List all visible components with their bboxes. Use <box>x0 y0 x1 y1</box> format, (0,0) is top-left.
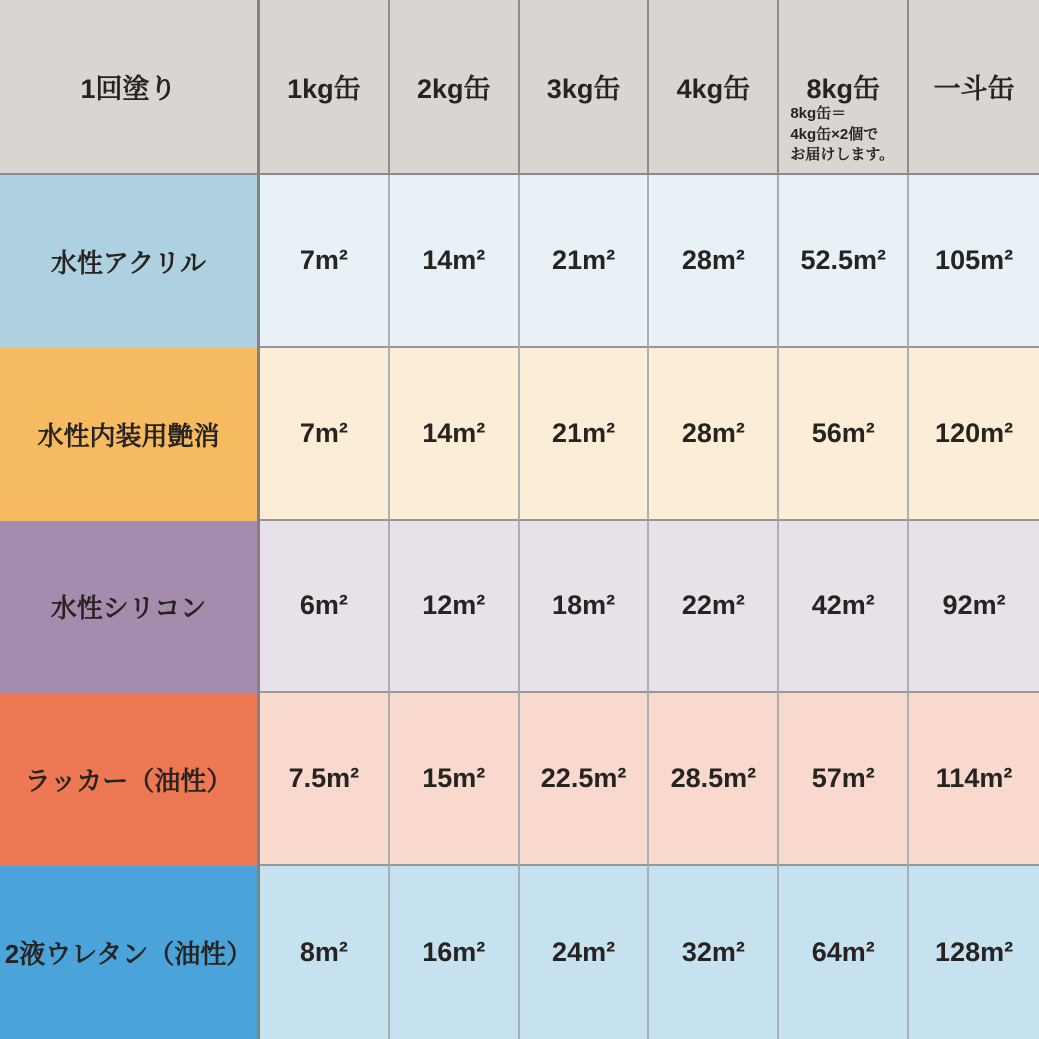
value-cell: 15m² <box>390 693 520 866</box>
row-label-urethane-oil: 2液ウレタン（油性） <box>0 866 260 1039</box>
value-cell: 21m² <box>520 175 650 348</box>
header-coat-count-label: 1回塗り <box>80 74 177 104</box>
value-cell: 52.5m² <box>779 175 909 348</box>
value-cell: 14m² <box>390 348 520 521</box>
header-8kg-can: 8kg缶 8kg缶＝ 4kg缶×2個で お届けします。 <box>779 0 909 175</box>
header-coat-count <box>0 0 260 175</box>
value-cell: 8m² <box>260 866 390 1039</box>
value-cell: 42m² <box>779 521 909 694</box>
header-2kg-can: 2kg缶 <box>390 0 520 175</box>
value-cell: 105m² <box>909 175 1039 348</box>
value-cell: 12m² <box>390 521 520 694</box>
row-label-suisei-silicone: 水性シリコン <box>0 521 260 694</box>
value-cell: 92m² <box>909 521 1039 694</box>
value-cell: 22m² <box>649 521 779 694</box>
row-label-suisei-naisou-tsuyakeshi: 水性内装用艶消 <box>0 348 260 521</box>
value-cell: 114m² <box>909 693 1039 866</box>
value-cell: 32m² <box>649 866 779 1039</box>
value-cell: 64m² <box>779 866 909 1039</box>
header-itto-can: 一斗缶 <box>909 0 1039 175</box>
header-1kg-can: 1kg缶 <box>260 0 390 175</box>
value-cell: 22.5m² <box>520 693 650 866</box>
row-label-lacquer-oil: ラッカー（油性） <box>0 693 260 866</box>
value-cell: 7m² <box>260 348 390 521</box>
value-cell: 56m² <box>779 348 909 521</box>
value-cell: 57m² <box>779 693 909 866</box>
value-cell: 18m² <box>520 521 650 694</box>
value-cell: 16m² <box>390 866 520 1039</box>
header-3kg-can: 3kg缶 <box>520 0 650 175</box>
value-cell: 14m² <box>390 175 520 348</box>
value-cell: 28.5m² <box>649 693 779 866</box>
value-cell: 7m² <box>260 175 390 348</box>
value-cell: 7.5m² <box>260 693 390 866</box>
header-4kg-can: 4kg缶 <box>649 0 779 175</box>
value-cell: 28m² <box>649 175 779 348</box>
row-label-suisei-acrylic: 水性アクリル <box>0 175 260 348</box>
value-cell: 120m² <box>909 348 1039 521</box>
value-cell: 128m² <box>909 866 1039 1039</box>
value-cell: 28m² <box>649 348 779 521</box>
value-cell: 21m² <box>520 348 650 521</box>
value-cell: 24m² <box>520 866 650 1039</box>
header-8kg-note: 8kg缶＝ 4kg缶×2個で お届けします。 <box>790 105 895 164</box>
value-cell: 6m² <box>260 521 390 694</box>
